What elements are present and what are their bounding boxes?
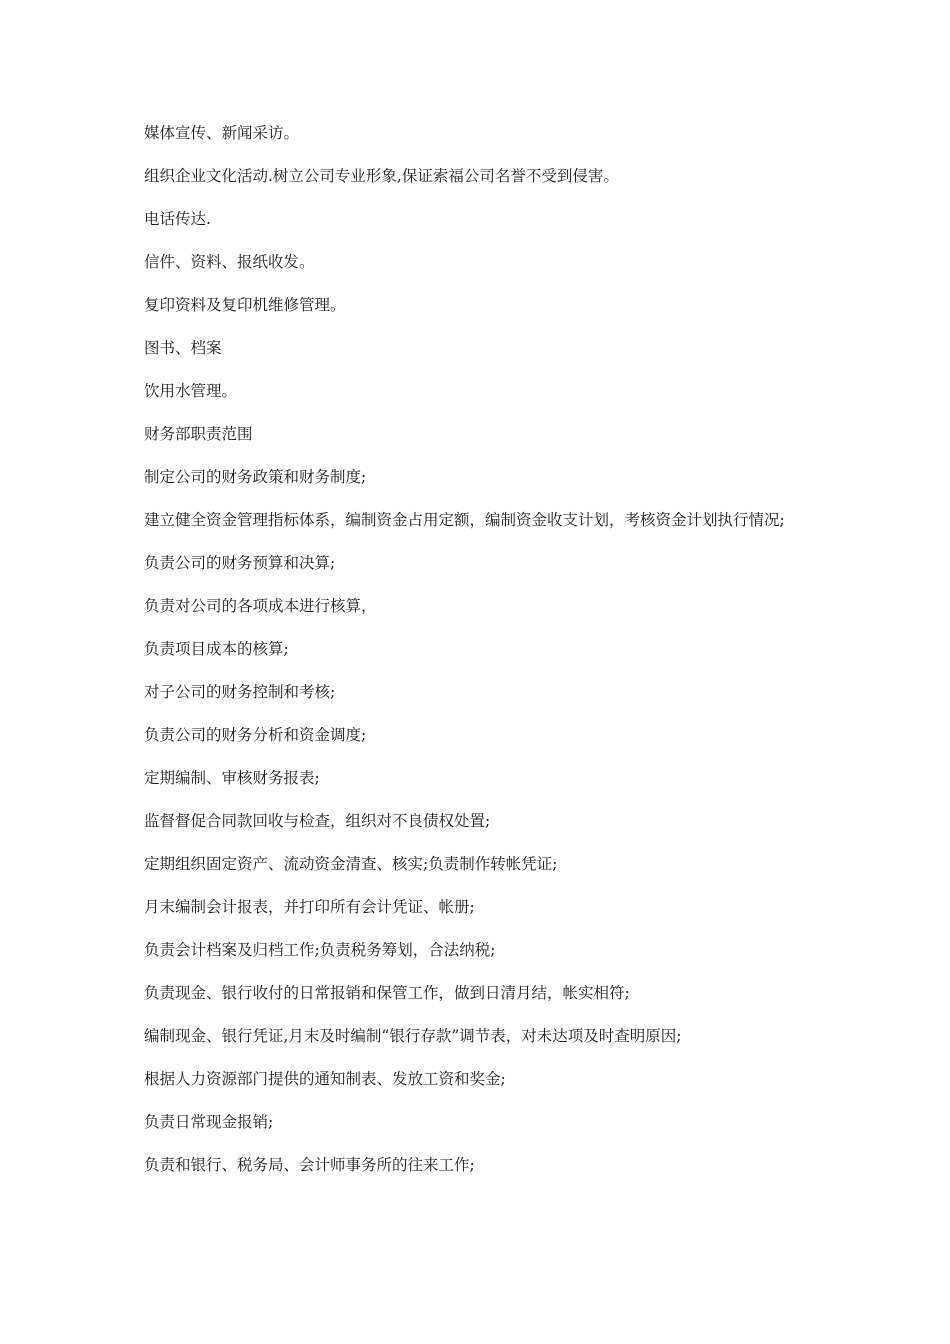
paragraph: 月末编制会计报表，并打印所有会计凭证、帐册; <box>144 898 475 916</box>
document-body <box>144 122 810 1197</box>
paragraph: 复印资料及复印机维修管理。 <box>144 296 346 314</box>
section-heading: 财务部职责范围 <box>144 425 253 443</box>
paragraph: 定期编制、审核财务报表; <box>144 769 320 787</box>
paragraph: 编制现金、银行凭证,月末及时编制“银行存款”调节表，对未达项及时查明原因; <box>144 1027 682 1045</box>
paragraph: 图书、档案 <box>144 339 222 357</box>
paragraph: 媒体宣传、新闻采访。 <box>144 124 300 142</box>
paragraph: 负责公司的财务分析和资金调度; <box>144 726 367 744</box>
paragraph: 根据人力资源部门提供的通知制表、发放工资和奖金; <box>144 1070 506 1088</box>
paragraph: 组织企业文化活动.树立公司专业形象,保证索福公司名誉不受到侵害。 <box>144 167 619 185</box>
paragraph: 负责会计档案及归档工作;负责税务筹划，合法纳税; <box>144 941 496 959</box>
paragraph: 监督督促合同款回收与检查，组织对不良债权处置; <box>144 812 491 830</box>
paragraph: 建立健全资金管理指标体系，编制资金占用定额，编制资金收支计划，考核资金计划执行情况; <box>144 511 785 529</box>
paragraph: 负责对公司的各项成本进行核算， <box>144 597 377 615</box>
paragraph: 对子公司的财务控制和考核; <box>144 683 336 701</box>
paragraph: 饮用水管理。 <box>144 382 238 400</box>
paragraph: 负责公司的财务预算和决算; <box>144 554 336 572</box>
paragraph: 定期组织固定资产、流动资金清查、核实;负责制作转帐凭证; <box>144 855 558 873</box>
paragraph: 负责项目成本的核算; <box>144 640 289 658</box>
paragraph: 电话传达. <box>144 210 211 228</box>
paragraph: 制定公司的财务政策和财务制度; <box>144 468 367 486</box>
paragraph: 负责和银行、税务局、会计师事务所的往来工作; <box>144 1156 475 1174</box>
paragraph: 负责现金、银行收付的日常报销和保管工作，做到日清月结，帐实相符; <box>144 984 630 1002</box>
paragraph: 信件、资料、报纸收发。 <box>144 253 315 271</box>
paragraph: 负责日常现金报销; <box>144 1113 274 1131</box>
